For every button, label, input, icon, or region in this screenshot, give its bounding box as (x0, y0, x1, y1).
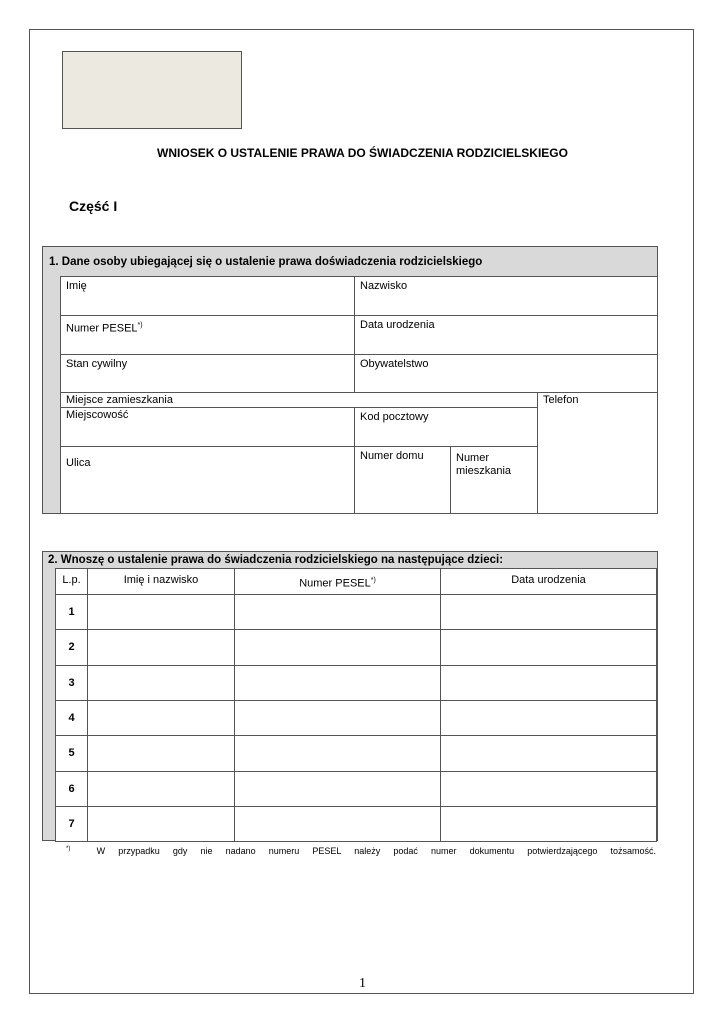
footnote-text: W przypadku gdy nie nadano numeru PESEL należy podać numer dokumentu potwierdzającego tożsamość. (96, 846, 656, 856)
citizenship-field[interactable] (354, 354, 658, 393)
child-name-cell[interactable] (87, 665, 235, 701)
residence-header (60, 392, 538, 408)
child-pesel-cell[interactable] (234, 594, 441, 630)
applicant-section-title: 1. Dane osoby ubiegającej się o ustalenie prawa doświadczenia rodzicielskiego (49, 256, 483, 268)
child-pesel-cell[interactable] (234, 665, 441, 701)
first-name-field[interactable] (60, 276, 355, 316)
child-dob-cell[interactable] (440, 700, 657, 736)
residence-label: Miejsce zamieszkania (66, 394, 173, 406)
child-dob-cell[interactable] (440, 665, 657, 701)
child-name-cell[interactable] (87, 700, 235, 736)
town-label: Miejscowość (66, 409, 129, 421)
phone-label: Telefon (543, 394, 579, 406)
street-field[interactable] (60, 446, 355, 514)
postal-code-label: Kod pocztowy (360, 411, 429, 423)
lp-cell (55, 700, 88, 736)
lp-cell (55, 665, 88, 701)
dob-header (440, 568, 657, 595)
postal-code-field[interactable] (354, 407, 538, 447)
pesel-header (234, 568, 441, 595)
lp-header (55, 568, 88, 595)
row-number: 1 (68, 605, 75, 618)
child-pesel-cell[interactable] (234, 629, 441, 666)
child-dob-cell[interactable] (440, 771, 657, 807)
row-number: 4 (68, 711, 75, 724)
first-name-label: Imię (66, 280, 87, 292)
document-title: WNIOSEK O USTALENIE PRAWA DO ŚWIADCZENIA RODZICIELSKIEGO (157, 146, 568, 160)
lp-cell (55, 594, 88, 630)
child-name-cell[interactable] (87, 594, 235, 630)
apartment-number-field[interactable] (450, 446, 538, 514)
pesel-field[interactable] (60, 315, 355, 355)
town-field[interactable] (60, 407, 355, 447)
birth-date-field[interactable] (354, 315, 658, 355)
name-header (87, 568, 235, 595)
child-pesel-cell[interactable] (234, 771, 441, 807)
apartment-number-label: Numer mieszkania (456, 452, 512, 477)
row-number: 3 (68, 676, 75, 689)
birth-date-label: Data urodzenia (360, 319, 435, 331)
surname-field[interactable] (354, 276, 658, 316)
child-dob-cell[interactable] (440, 594, 657, 630)
lp-cell (55, 771, 88, 807)
child-dob-cell[interactable] (440, 629, 657, 666)
child-name-cell[interactable] (87, 735, 235, 772)
lp-cell (55, 629, 88, 666)
marital-status-label: Stan cywilny (66, 358, 128, 370)
child-dob-cell[interactable] (440, 806, 657, 842)
child-name-cell[interactable] (87, 771, 235, 807)
row-number: 2 (68, 641, 75, 653)
marital-status-field[interactable] (60, 354, 355, 393)
lp-cell (55, 806, 88, 842)
citizenship-label: Obywatelstwo (360, 358, 429, 370)
street-label: Ulica (66, 457, 91, 469)
row-number: 6 (68, 782, 75, 795)
child-pesel-cell[interactable] (234, 700, 441, 736)
child-name-cell[interactable] (87, 806, 235, 842)
pesel-label: Numer PESEL (66, 322, 138, 335)
footnote-mark: *) (66, 846, 71, 852)
children-section-title: 2. Wnoszę o ustalenie prawa do świadczenia rodzicielskiego na następujące dzieci: (48, 554, 504, 566)
row-number: 5 (68, 747, 75, 759)
child-pesel-cell[interactable] (234, 735, 441, 772)
pesel-header-footnote-mark: *) (370, 577, 376, 584)
office-stamp-box (62, 51, 242, 129)
lp-header-label: L.p. (62, 574, 81, 586)
pesel-footnote-mark: *) (137, 322, 143, 329)
house-number-label: Numer domu (360, 450, 424, 462)
name-header-label: Imię i nazwisko (123, 574, 199, 586)
child-dob-cell[interactable] (440, 735, 657, 772)
surname-label: Nazwisko (360, 280, 408, 292)
child-name-cell[interactable] (87, 629, 235, 666)
phone-field[interactable] (537, 392, 658, 514)
lp-cell (55, 735, 88, 772)
page-number: 1 (359, 976, 366, 991)
dob-header-label: Data urodzenia (511, 574, 586, 586)
footnote (66, 843, 656, 857)
part-title: Część I (69, 198, 118, 214)
house-number-field[interactable] (354, 446, 451, 514)
row-number: 7 (68, 817, 75, 830)
pesel-header-label: Numer PESEL (299, 577, 371, 590)
child-pesel-cell[interactable] (234, 806, 441, 842)
